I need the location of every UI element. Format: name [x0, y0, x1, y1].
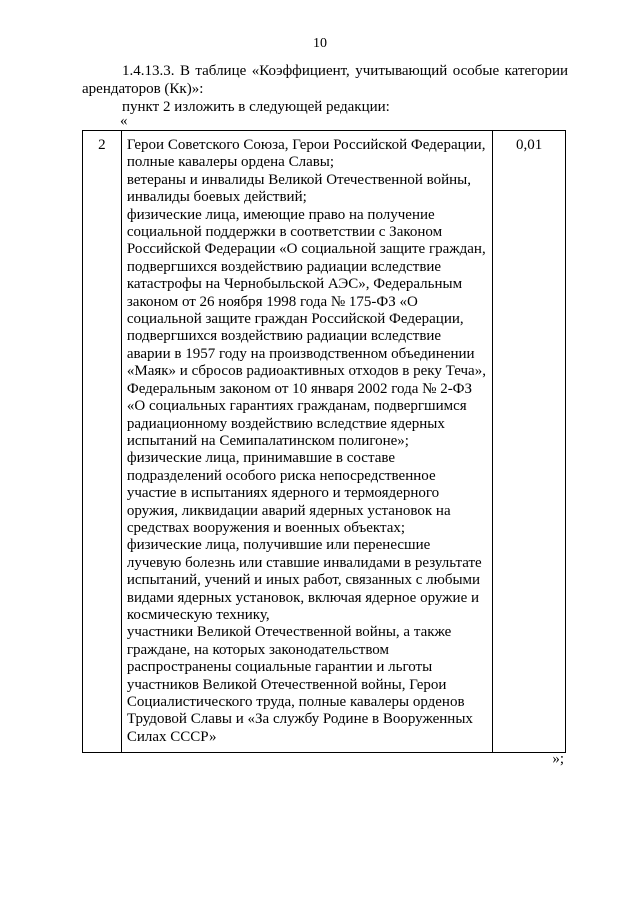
closing-quote: »; [552, 751, 564, 767]
amendment-table [82, 130, 566, 753]
description-cell [121, 131, 492, 753]
table-row [83, 131, 566, 753]
description-paragraph: физические лица, имеющие право на получение социальной поддержки в соответствии с Законом Российской Федерации «О социальной защите граждан, подвергшихся воздействию радиации вследствие катастрофы на Чернобыльской АЭС», Федеральным законом от 26 ноября 1998 года № 175-ФЗ «О социальной защите граждан Российской Федерации, подвергшихся воздействию радиации вследствие аварии в 1957 году на производственном объединении «Маяк» и сбросов радиоактивных отходов в реку Теча», Федеральным законом от 10 января 2002 года № 2-ФЗ «О социальных гарантиях гражданам, подвергшимся радиационному воздействию вследствие ядерных испытаний на Семипалатинском полигоне»; [126, 206, 486, 449]
description-paragraph: участники Великой Отечественной войны, а также граждане, на которых законодательством распространены социальные гарантии и льготы участников Великой Отечественной войны, Герои Социалистического труда, полные кавалеры орденов Трудовой Славы и «За службу Родине в Вооруженных Силах СССР» [126, 624, 473, 745]
instruction-paragraph: пункт 2 изложить в следующей редакции: [122, 99, 390, 115]
opening-quote: « [120, 113, 128, 129]
intro-text [82, 62, 568, 116]
description-paragraph: физические лица, принимавшие в составе подразделений особого риска непосредственное участие в испытаниях ядерного и термоядерного оружия, ликвидации аварий ядерных установок на средствах вооружения и военных объектах; [126, 450, 451, 536]
intro-paragraph: 1.4.13.3. В таблице «Коэффициент, учитывающий особые категории арендаторов (Кк)»: [82, 63, 568, 97]
coefficient-cell: 0,01 [493, 131, 566, 753]
description-paragraph: ветераны и инвалиды Великой Отечественной войны, инвалиды боевых действий; [126, 171, 472, 206]
description-paragraph: Герои Советского Союза, Герои Российской Федерации, полные кавалеры ордена Славы; [126, 137, 486, 171]
description-paragraph: физические лица, получившие или перенесшие лучевую болезнь или ставшие инвалидами в результате испытаний, учений и иных работ, связанных с любыми видами ядерных установок, включая ядерное оружие и космическую технику, [126, 537, 482, 623]
page-number: 10 [313, 36, 327, 51]
row-number-cell: 2 [83, 131, 122, 753]
description-text [127, 137, 487, 746]
